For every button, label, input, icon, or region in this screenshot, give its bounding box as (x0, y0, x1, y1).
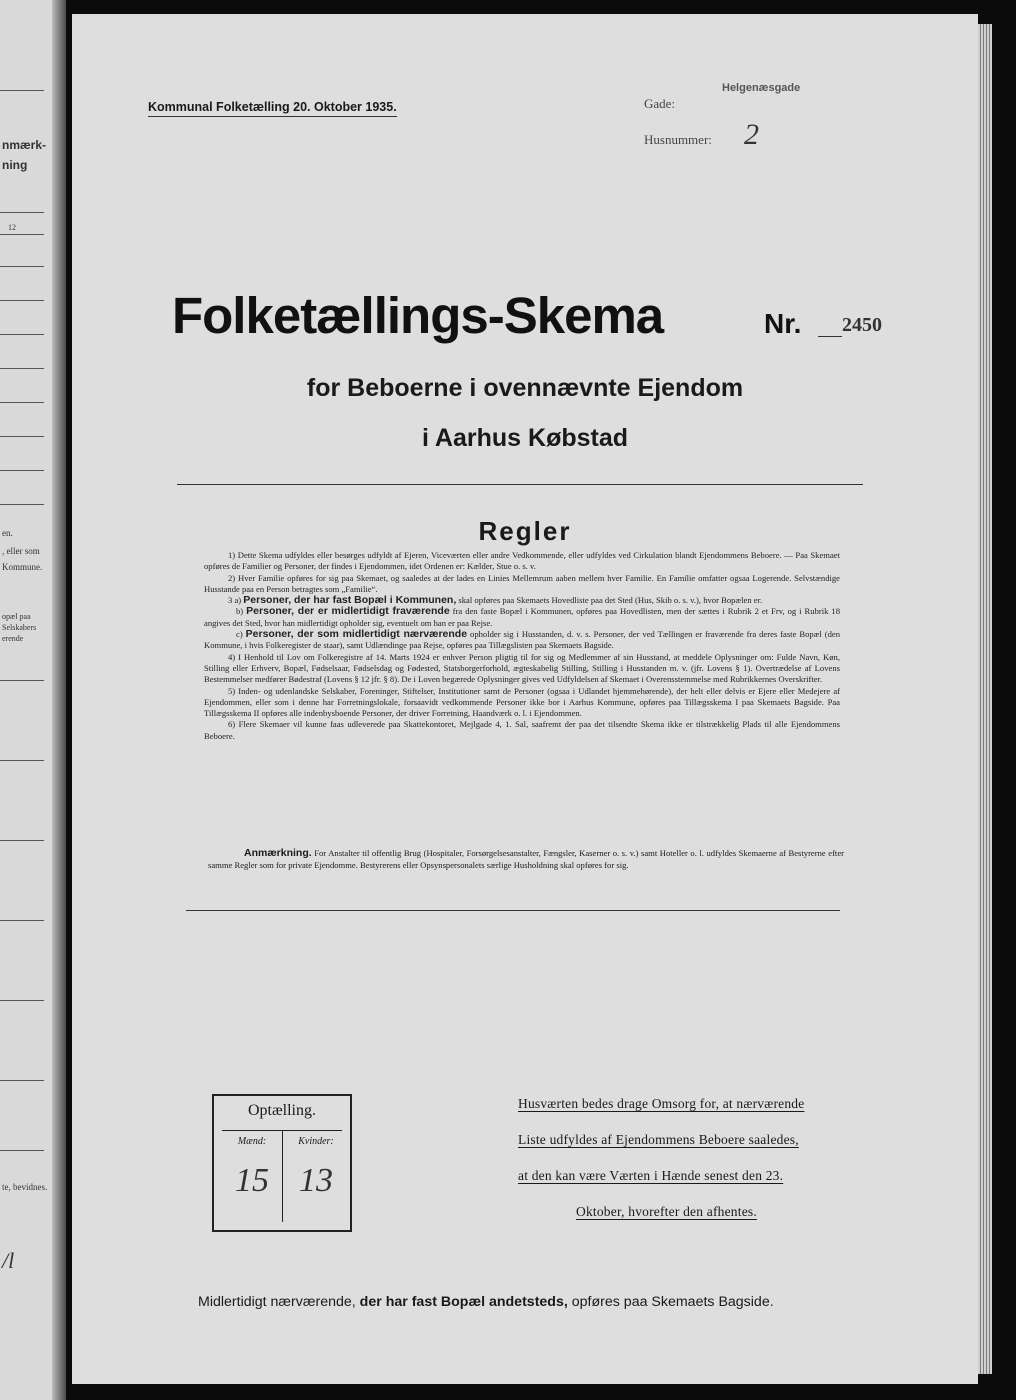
left-handwriting: /l (2, 1248, 15, 1273)
left-rule (0, 680, 44, 681)
left-rule (0, 402, 44, 403)
rule-4: 4) I Henhold til Lov om Folkeregistre af 14. Marts 1924 er enhver Person pligtig til for sig og Medlemmer af sin Husstand, at meddele Oplysninger om: Fulde Navn, Køn, Stilling eller Erhverv, Bopæl, Fødselsaar, Fødselsdag og Fødested, Statsborgerforhold, ægteskabelig Stilling, Stilling i Husstanden m. v. (jfr. Lovens § 1). Overtrædelse af Lovens Bestemmelser medfører Bødestraf (Lovens § 12 jfr. § 8). De i Loven begærede Oplysninger gives ved Udfyldelsen af Skemaet i Overensstemmelse med Rubrikkernes Overskrifter. (204, 651, 840, 685)
annotation-note (208, 848, 844, 871)
men-label: Mænd: (237, 1136, 267, 1147)
rule-3b-text: fra den faste Bopæl i Kommunen, opføres paa Hovedlisten, men der sættes i Rubrik 2 et Frv, og i Rubrik 18 angives det Sted, hvor han midlertidigt opholder sig, eventuelt om han er paa Rejse. (204, 606, 840, 628)
count-box (212, 1094, 352, 1232)
left-snippet-c: te, bevidnes. (2, 1182, 48, 1192)
count-box-divider (282, 1130, 283, 1222)
rule-3c (204, 629, 840, 652)
notes-divider (186, 910, 840, 911)
left-rule (0, 1080, 44, 1081)
rule-3c-text: opholder sig i Husstanden, d. v. s. Personer, der ved Tællingen er fraværende fra deres faste Bopæl (den Kommune, i hvis Folkeregister de staar), samt Udlændinge paa Rejse, opføres paa Tillægslisten paa Skemaets Bagside. (204, 629, 840, 651)
annotation-label: Anmærkning. (244, 847, 312, 859)
form-main-title: Folketællings-Skema (172, 287, 664, 344)
left-rule (0, 266, 44, 267)
left-rule (0, 760, 44, 761)
rule-3c-bold: Personer, der som midlertidigt nærværende (245, 628, 468, 641)
census-form-page (72, 14, 978, 1384)
women-count: 13 (299, 1162, 333, 1199)
number-rule (818, 336, 842, 337)
annotation-text: For Anstalter til offentlig Brug (Hospitaler, Forsørgelsesanstalter, Fængsler, Kaserner o. s. v.) samt Hoteller o. l. udfyldes Skemaerne af Bestyrerne efter samme Regler som for private Ejendomme. Bestyrerens eller Opsynspersonalets særlige Husholdning skal opføres for sig. (208, 848, 844, 870)
left-rule (0, 840, 44, 841)
landlord-notice-line-4: Oktober, hvorefter den afhentes. (576, 1204, 757, 1219)
left-rule (0, 436, 44, 437)
left-rule (0, 368, 44, 369)
rule-3a-prefix: 3 a) (228, 595, 242, 606)
rule-3b-bold: Personer, der er midlertidigt fraværende (246, 605, 450, 618)
form-number-label: Nr. (764, 308, 802, 339)
left-snippet-b-2: Selskabers (2, 623, 37, 632)
left-header-line2: ning (2, 158, 28, 172)
footer-part-2: der har fast Bopæl andetsteds, (359, 1294, 568, 1310)
left-rule (0, 212, 44, 213)
rule-3a-bold: Personer, der har fast Bopæl i Kommunen, (243, 594, 457, 607)
rule-3a-text: skal opføres paa Skemaets Hovedliste paa det Sted (Hus, Skib o. s. v.), hvor Bopælen er. (458, 595, 763, 606)
page-stack-edge (978, 24, 992, 1374)
left-rule (0, 504, 44, 505)
left-rule (0, 1000, 44, 1001)
street-value: Helgenæsgade (722, 82, 801, 94)
rules-section (204, 550, 840, 742)
landlord-notice-line-2: Liste udfyldes af Ejendommens Beboere saaledes, (518, 1132, 799, 1147)
rule-2: 2) Hver Familie opføres for sig paa Skemaet, og saaledes at der lades en Linies Mellemrum aaben mellem hver Familie. En Familie omfatter ogsaa Logerende. Selvstændige Husstande paa en Person betragtes som „Familie“. (204, 572, 840, 594)
left-snippet-b-3: erende (2, 634, 24, 643)
left-snippet-a-3: Kommune. (2, 562, 43, 572)
rule-3c-prefix: c) (236, 629, 243, 640)
title-divider (177, 484, 863, 485)
rule-5: 5) Inden- og udenlandske Selskaber, Foreninger, Stiftelser, Institutioner samt de Personer (ogsaa i Udlandet hjemmehørende), der helt eller delvis er Ejere eller Medejere af Ejendommen, eller som i denne har Forretningslokale, forsaavidt vedkommende Personer ikke bor i Aarhus Kommune, opføres paa Tillægsskema I paa Skemaets Bagside. Paa Tillægsskema II opføres alle indenbysboende Personer, der driver Forretning, Haandværk o. l. i Ejendommen. (204, 685, 840, 719)
footer-part-1: Midlertidigt nærværende, (198, 1294, 356, 1310)
rule-3b (204, 606, 840, 629)
street-label: Gade: (644, 96, 676, 111)
footer-part-3: opføres paa Skemaets Bagside. (571, 1294, 774, 1310)
form-number-value: 2450 (842, 314, 882, 336)
left-facing-page (0, 0, 66, 1400)
book-gutter (52, 0, 66, 1400)
left-rule (0, 920, 44, 921)
rule-3b-prefix: b) (236, 606, 244, 617)
house-number-label: Husnummer: (644, 132, 712, 147)
left-column-number: 12 (8, 223, 16, 232)
left-snippet-a-1: en. (2, 528, 13, 538)
left-snippet-b-1: opæl paa (2, 612, 31, 621)
house-number-value: 2 (744, 118, 759, 151)
footer-note (198, 1294, 774, 1310)
census-title: Kommunal Folketælling 20. Oktober 1935. (148, 100, 397, 117)
women-label: Kvinder: (298, 1136, 334, 1147)
left-rule (0, 300, 44, 301)
rules-heading: Regler (478, 516, 572, 546)
landlord-notice-line-1: Husværten bedes drage Omsorg for, at nærværende (518, 1096, 805, 1111)
rule-6: 6) Flere Skemaer vil kunne faas udleverede paa Skattekontoret, Mejlgade 4, 1. Sal, saafremt der paa det tilsendte Skema ikke er tilstrækkelig Plads til alle Ejendommens Beboere. (204, 719, 840, 741)
form-subtitle-2: i Aarhus Købstad (421, 424, 629, 452)
left-rule (0, 90, 44, 91)
left-header-line1: nmærk- (2, 138, 47, 152)
count-box-title: Optælling. (247, 1102, 316, 1119)
left-rule (0, 234, 44, 235)
left-rule (0, 1150, 44, 1151)
landlord-notice-line-3: at den kan være Værten i Hænde senest den 23. (518, 1168, 784, 1183)
men-count: 15 (235, 1162, 269, 1199)
form-subtitle-1: for Beboerne i ovennævnte Ejendom (306, 374, 744, 402)
left-snippet-a-2: , eller som (2, 546, 40, 556)
left-rule (0, 470, 44, 471)
left-rule (0, 334, 44, 335)
rule-1: 1) Dette Skema udfyldes eller besørges udfyldt af Ejeren, Viceværten eller andre Vedkommende, eller udfyldes ved Cirkulation blandt Ejendommens Beboere. — Paa Skemaet opføres de Familier og Personer, der findes i Ejendommen, idet Ordenen er: Kælder, Stue o. s. v. (204, 550, 840, 572)
